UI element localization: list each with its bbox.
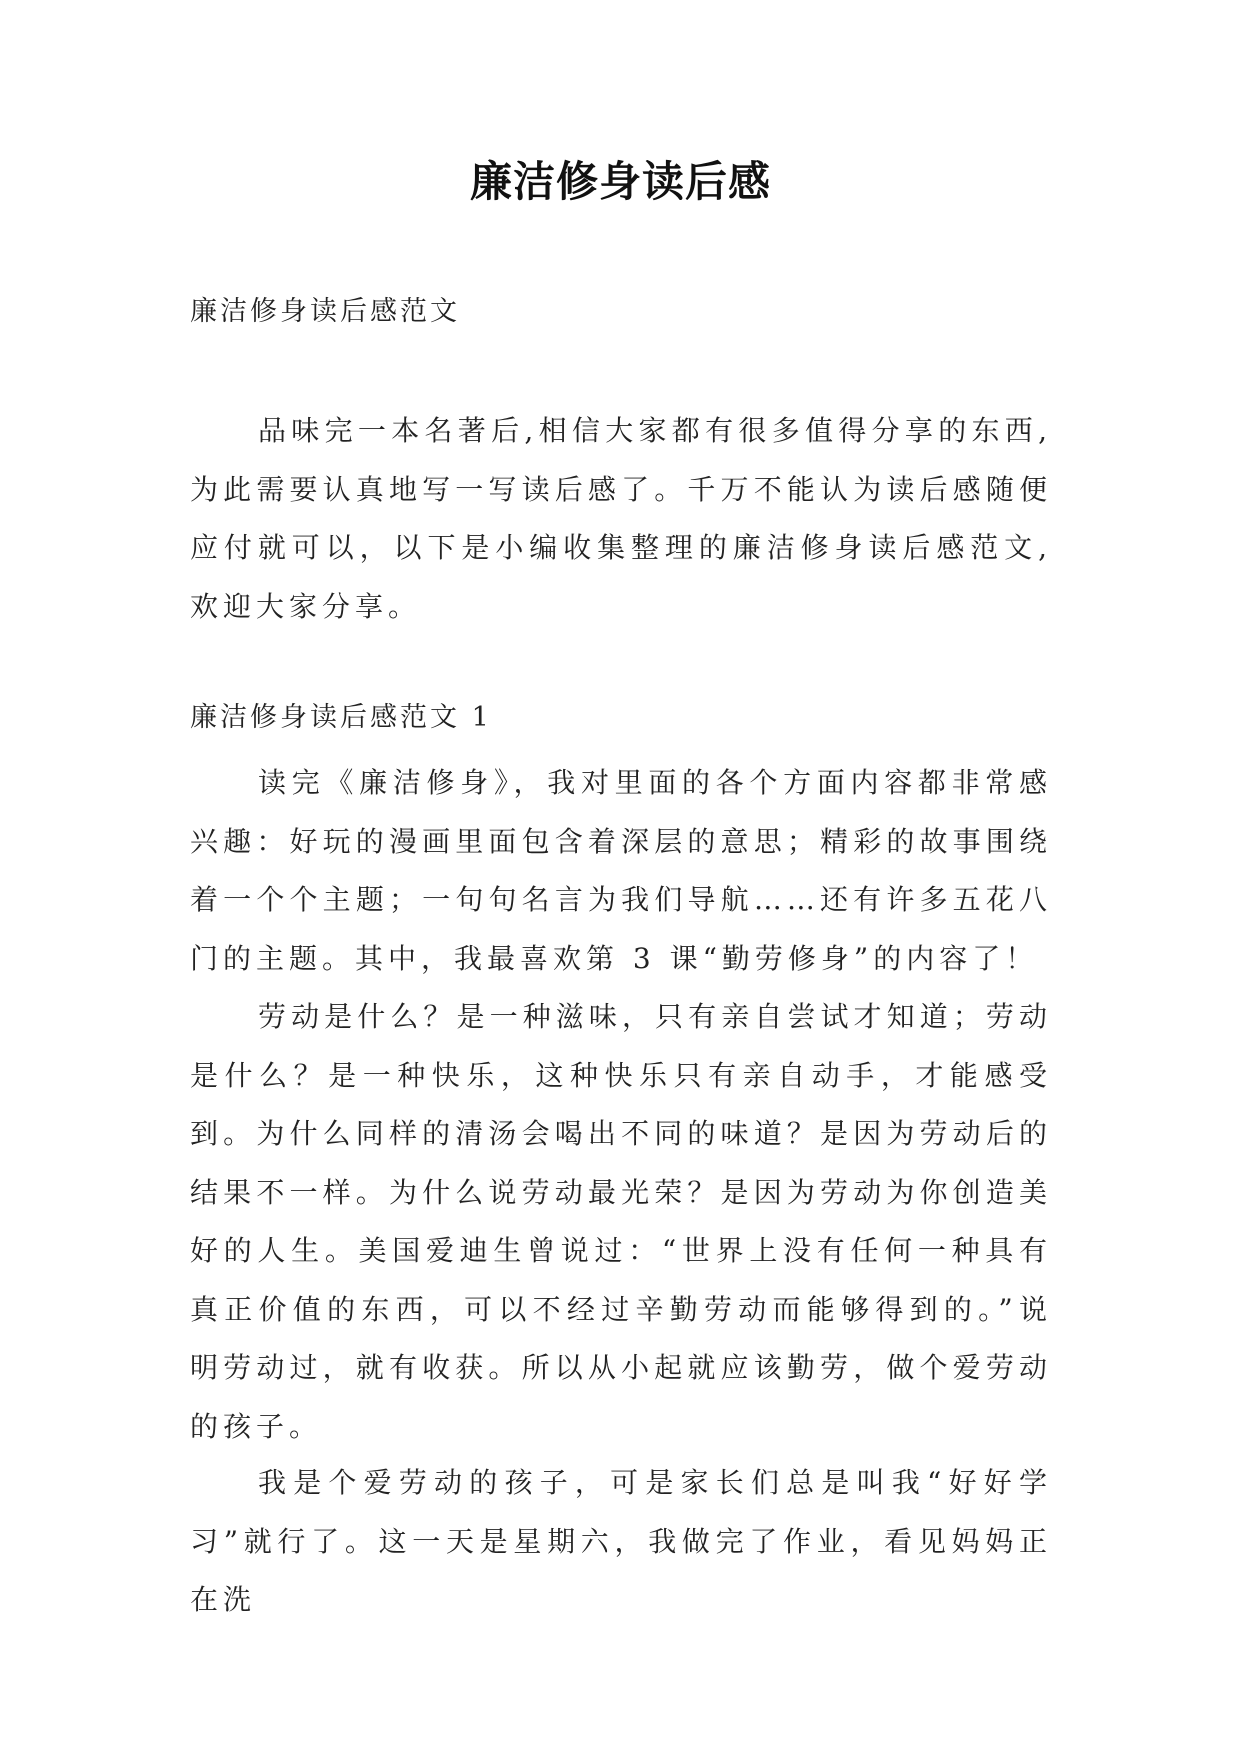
document-subtitle: 廉洁修身读后感范文 [190,296,460,327]
intro-paragraph: 品味完一本名著后,相信大家都有很多值得分享的东西,为此需要认真地写一写读后感了。千万不能认为读后感随便应付就可以，以下是小编收集整理的廉洁修身读后感范文,欢迎大家分享。 [190,414,1052,623]
body-paragraph-1: 读完《廉洁修身》，我对里面的各个方面内容都非常感兴趣：好玩的漫画里面包含着深层的意思；精彩的故事围绕着一个个主题；一句句名言为我们导航……还有许多五花八门的主题。其中，我最喜欢第 3 课“勤劳修身”的内容了！ [190,766,1052,975]
body-paragraph-2: 劳动是什么？是一种滋味，只有亲自尝试才知道；劳动是什么？是一种快乐，这种快乐只有亲自动手，才能感受到。为什么同样的清汤会喝出不同的味道？是因为劳动后的结果不一样。为什么说劳动最光荣？是因为劳动为你创造美好的人生。美国爱迪生曾说过：“世界上没有任何一种具有真正价值的东西，可以不经过辛勤劳动而能够得到的。”说明劳动过，就有收获。所以从小起就应该勤劳，做个爱劳动的孩子。 [190,1000,1052,1443]
section-heading: 廉洁修身读后感范文 1 [190,702,492,733]
document-title: 廉洁修身读后感 [469,157,771,206]
body-paragraph-3: 我是个爱劳动的孩子，可是家长们总是叫我“好好学习”就行了。这一天是星期六，我做完了作业，看见妈妈正在洗 [190,1466,1052,1616]
